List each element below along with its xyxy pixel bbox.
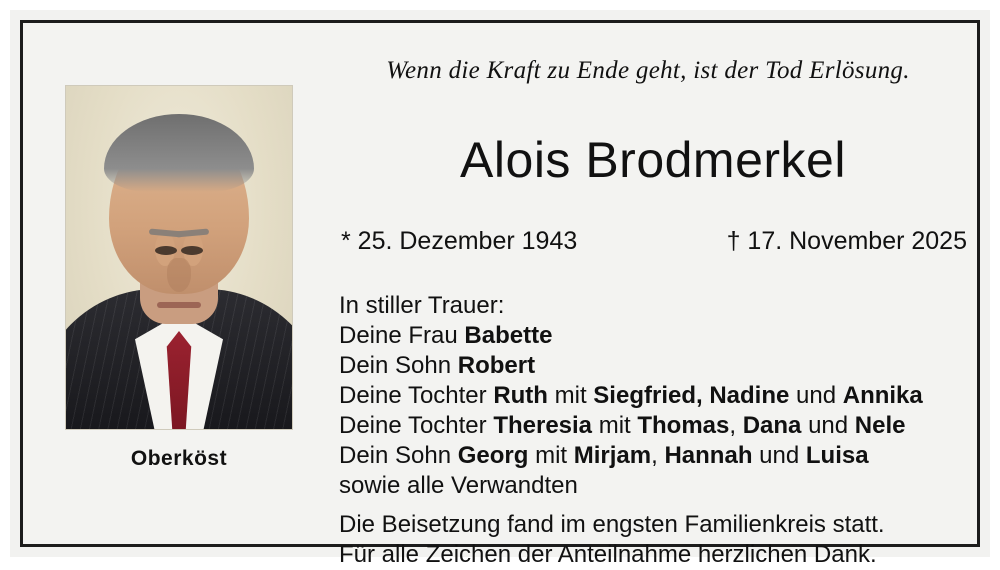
family-member-name: Siegfried, Nadine	[593, 382, 790, 409]
family-relation-text: Dein Sohn	[339, 352, 458, 379]
family-relation-text: sowie alle Verwandten	[339, 472, 578, 499]
portrait-photo	[65, 85, 293, 430]
portrait-nose	[167, 258, 191, 292]
family-line	[339, 351, 999, 381]
portrait-eye-left	[181, 246, 203, 255]
family-relation-text: ,	[729, 412, 743, 439]
deceased-name: Alois Brodmerkel	[460, 132, 846, 188]
closing-line: Die Beisetzung fand im engsten Familienkreis statt.	[339, 511, 885, 538]
family-member-name: Mirjam	[573, 442, 652, 469]
family-member-name: Dana	[742, 412, 802, 439]
family-relation-text: Deine Frau	[339, 322, 465, 349]
family-line	[339, 321, 999, 351]
portrait-eye-right	[155, 246, 177, 255]
notice-frame	[20, 20, 980, 568]
family-relation-text: Deine Tochter	[339, 382, 494, 409]
family-member-name: Luisa	[805, 442, 869, 469]
family-relation-text: und	[789, 382, 843, 409]
portrait-container	[65, 85, 293, 430]
closing-line: Für alle Zeichen der Anteilnahme herzlichen Dank.	[339, 541, 877, 568]
family-relation-text: mit	[528, 442, 574, 469]
family-member-name: Robert	[457, 352, 536, 379]
family-line	[339, 471, 999, 501]
family-relation-text: und	[752, 442, 806, 469]
family-member-name: Nele	[854, 412, 906, 439]
family-relation-text: mit	[592, 412, 638, 439]
family-line	[339, 381, 999, 411]
motto-text: Wenn die Kraft zu Ende geht, ist der Tod Erlösung.	[386, 57, 910, 84]
family-member-name: Thomas	[637, 412, 730, 439]
family-member-name: Babette	[464, 322, 553, 349]
family-relation-text: mit	[547, 382, 594, 409]
place-label: Oberköst	[130, 447, 228, 470]
mourning-intro: In stiller Trauer:	[339, 292, 505, 319]
closing-block	[339, 510, 999, 570]
family-block	[339, 291, 999, 501]
family-relation-text: und	[801, 412, 855, 439]
family-lines	[339, 321, 999, 501]
family-member-name: Georg	[457, 442, 529, 469]
family-relation-text: Deine Tochter	[339, 412, 494, 439]
family-member-name: Ruth	[493, 382, 548, 409]
family-relation-text: Dein Sohn	[339, 442, 458, 469]
family-relation-text: ,	[651, 442, 665, 469]
portrait-mouth	[157, 302, 201, 308]
life-dates	[339, 227, 979, 256]
family-member-name: Theresia	[493, 412, 593, 439]
birth-date: * 25. Dezember 1943	[341, 227, 578, 255]
family-line	[339, 441, 999, 471]
family-line	[339, 411, 999, 441]
death-date: † 17. November 2025	[726, 227, 967, 255]
family-member-name: Annika	[842, 382, 923, 409]
family-member-name: Hannah	[664, 442, 753, 469]
